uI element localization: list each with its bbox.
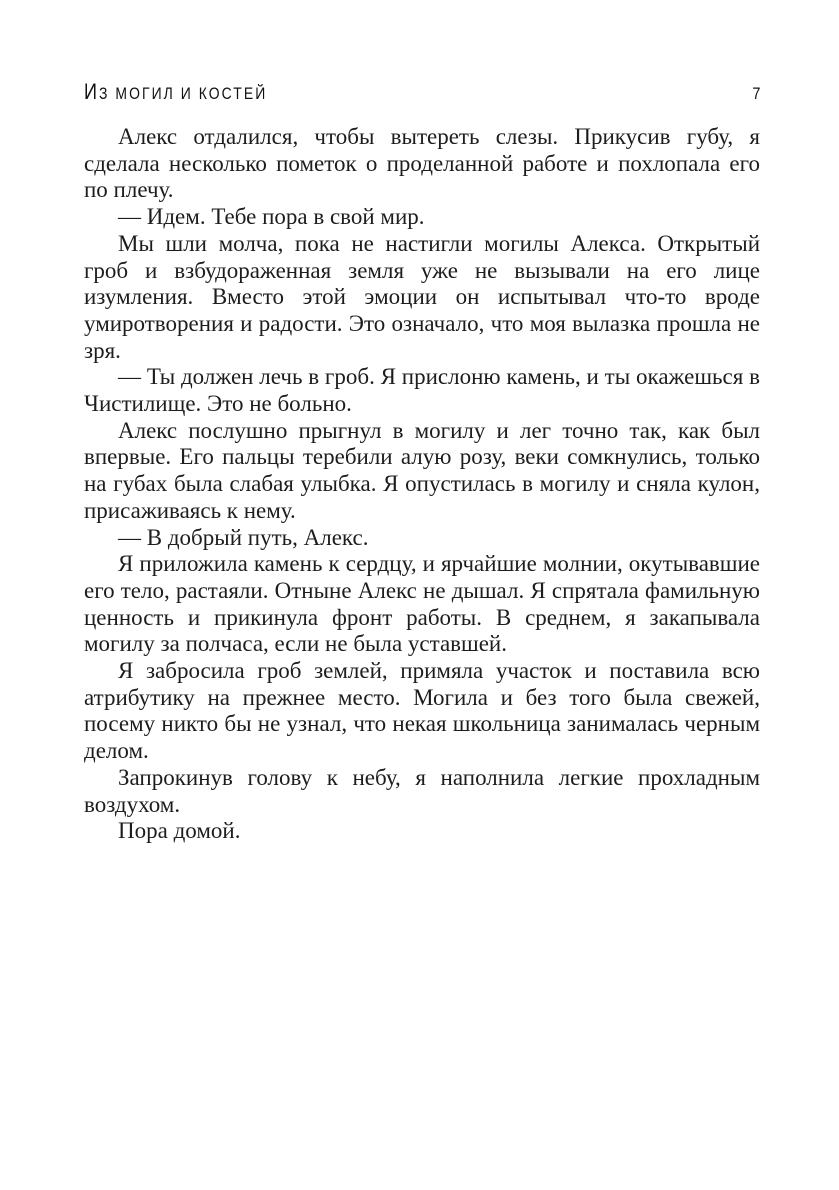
paragraph: Запрокинув голову к небу, я наполнила легкие прохладным воздухом. [84,764,760,817]
page-body [84,124,760,845]
paragraph: Пора домой. [118,818,241,844]
page-number: 7 [751,84,760,103]
running-header [84,79,760,104]
paragraph: Мы шли молча, пока не настигли могилы Алекса. Открытый гроб и взбудораженная земля уже не вызывали на его лице изумления. Вместо этой эмоции он испытывал что-то вроде умиротворения и радости. Это означало, что моя вылазка прошла не зря. [84,230,760,363]
running-title: ИЗ МОГИЛ И КОСТЕЙ [84,79,268,104]
paragraph: — В добрый путь, Алекс. [118,524,369,550]
paragraph: Я забросила гроб землей, примяла участок и поставила всю атрибутику на прежнее место. Могила и без того была свежей, посему никто бы не узнал, что некая школьница занималась черным делом. [84,658,760,764]
paragraph: Алекс отдалился, чтобы вытереть слезы. Прикусив губу, я сделала несколько пометок о проделанной работе и похлопала его по плечу. [84,124,760,203]
paragraph: Я приложила камень к сердцу, и ярчайшие молнии, окутывавшие его тело, растаяли. Отныне Алекс не дышал. Я спрятала фамильную ценность и прикинула фронт работы. В среднем, я закапывала могилу за полчаса, если не была уставшей. [84,551,760,657]
paragraph: Алекс послушно прыгнул в могилу и лег точно так, как был впервые. Его пальцы теребили алую розу, веки сомкнулись, только на губах была слабая улыбка. Я опустилась в могилу и сняла кулон, присаживаясь к нему. [84,417,760,523]
paragraph: — Ты должен лечь в гроб. Я прислоню камень, и ты окажешься в Чистилище. Это не больно. [84,364,760,417]
paragraph: — Идем. Тебе пора в свой мир. [118,204,425,230]
